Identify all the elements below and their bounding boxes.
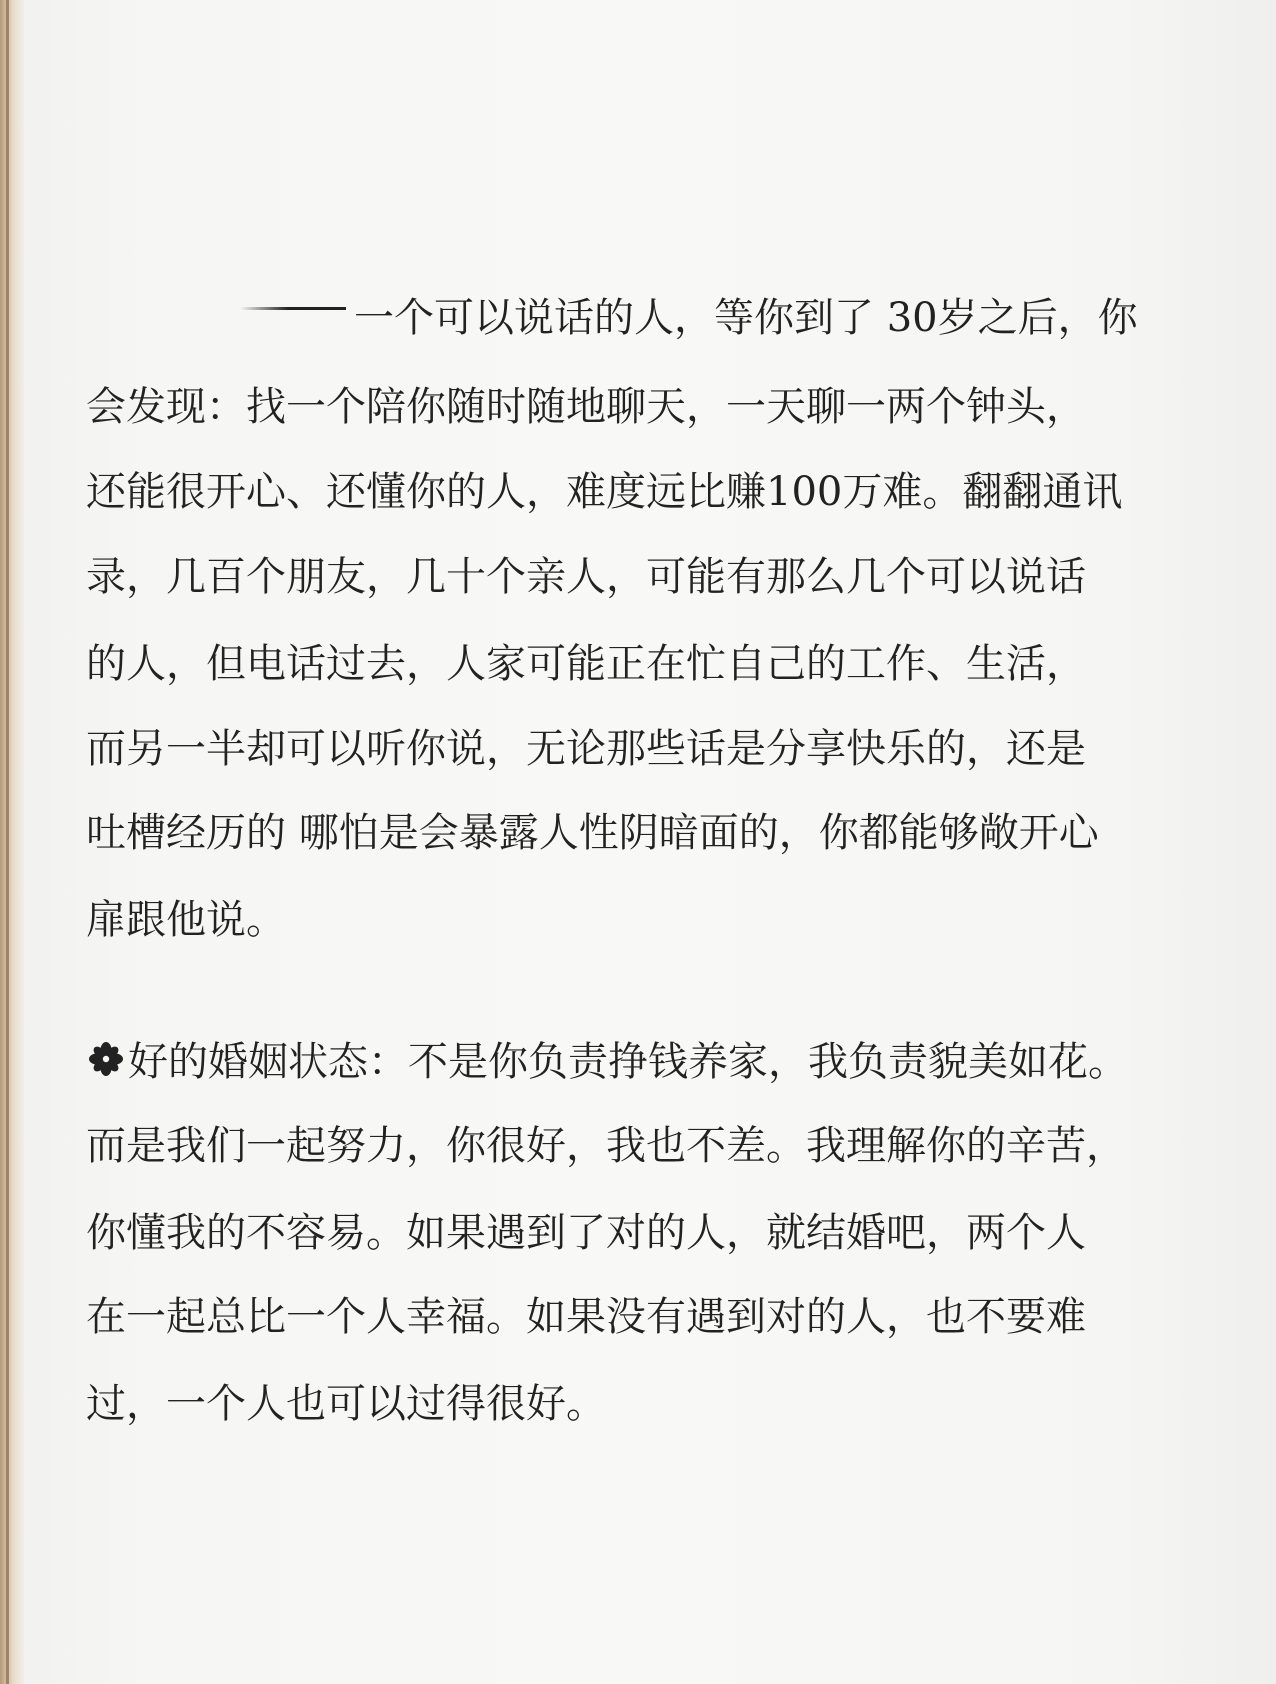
paragraph-2-line-2: 而是我们一起努力，你很好，我也不差。我理解你的辛苦， bbox=[86, 1123, 1126, 1169]
paragraph-1-line-7: 吐槽经历的 哪怕是会暴露人性阴暗面的，你都能够敞开心 bbox=[86, 810, 1099, 856]
em-dash-mark bbox=[240, 307, 346, 310]
paragraph-2-line-1 bbox=[86, 1039, 1128, 1085]
paragraph-1-line-8: 扉跟他说。 bbox=[86, 897, 286, 943]
paragraph-1-line-2: 会发现：找一个陪你随时随地聊天，一天聊一两个钟头， bbox=[86, 384, 1086, 430]
paragraph-1-line-1: 一个可以说话的人，等你到了 30岁之后，你 bbox=[354, 295, 1138, 341]
paragraph-1-line-4: 录，几百个朋友，几十个亲人，可能有那么几个可以说话 bbox=[86, 554, 1086, 600]
paragraph-1-line-6: 而另一半却可以听你说，无论那些话是分享快乐的，还是 bbox=[86, 726, 1086, 772]
paragraph-1-line-3: 还能很开心、还懂你的人，难度远比赚100万难。翻翻通讯 bbox=[86, 469, 1123, 515]
paragraph-1-line-5: 的人，但电话过去，人家可能正在忙自己的工作、生活， bbox=[86, 641, 1086, 687]
flower-icon bbox=[86, 1039, 126, 1079]
paragraph-2-line-1-text: 好的婚姻状态：不是你负责挣钱养家，我负责貌美如花。 bbox=[128, 1039, 1128, 1085]
paragraph-2-line-4: 在一起总比一个人幸福。如果没有遇到对的人，也不要难 bbox=[86, 1294, 1086, 1340]
paragraph-2-line-5: 过，一个人也可以过得很好。 bbox=[86, 1381, 606, 1427]
paragraph-2-line-3: 你懂我的不容易。如果遇到了对的人，就结婚吧，两个人 bbox=[86, 1210, 1086, 1256]
